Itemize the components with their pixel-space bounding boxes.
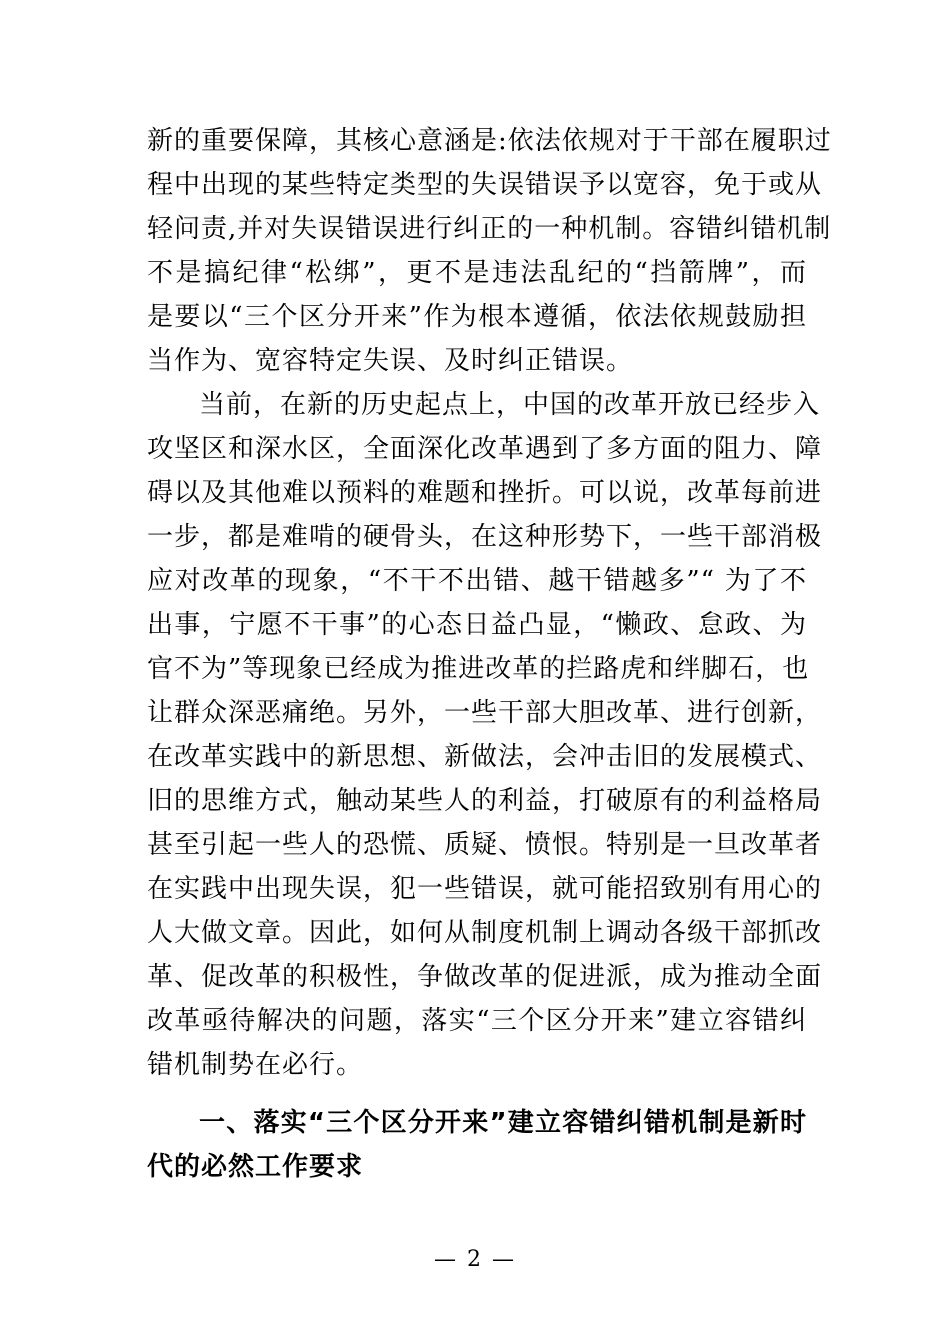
paragraph-line: 官不为”等现象已经成为推进改革的拦路虎和绊脚石，也 [147, 654, 810, 684]
paragraph-line: 在实践中出现失误，犯一些错误，就可能招致别有用心的 [147, 874, 823, 904]
paragraph-line: 让群众深恶痛绝。另外，一些干部大胆改革、进行创新， [147, 698, 823, 728]
section-heading: 代的必然工作要求 [147, 1152, 364, 1182]
paragraph-line: 不是搞纪律“松绑”，更不是违法乱纪的“挡箭牌”，而 [147, 258, 807, 288]
paragraph-line: 当作为、宽容特定失误、及时纠正错误。 [147, 346, 634, 376]
paragraph-line: 新的重要保障，其核心意涵是:依法依规对于干部在履职过 [147, 126, 832, 156]
paragraph-line: 甚至引起一些人的恐慌、质疑、愤恨。特别是一旦改革者 [147, 830, 823, 860]
paragraph-line: 革、促改革的积极性，争做改革的促进派，成为推动全面 [147, 962, 823, 992]
paragraph-line: 应对改革的现象，“不干不出错、越干错越多”“ 为了不 [147, 566, 807, 596]
page-number: — 2 — [434, 1247, 516, 1272]
paragraph-line: 程中出现的某些特定类型的失误错误予以宽容，免于或从 [147, 170, 823, 200]
paragraph-line: 碍以及其他难以预料的难题和挫折。可以说，改革每前进 [147, 478, 823, 508]
paragraph-line: 错机制势在必行。 [147, 1050, 364, 1080]
paragraph-line: 是要以“三个区分开来”作为根本遵循，依法依规鼓励担 [147, 302, 807, 332]
paragraph-line: 攻坚区和深水区，全面深化改革遇到了多方面的阻力、障 [147, 434, 823, 464]
paragraph-line: 当前，在新的历史起点上，中国的改革开放已经步入 [199, 390, 821, 420]
paragraph-line: 旧的思维方式，触动某些人的利益，打破原有的利益格局 [147, 786, 823, 816]
paragraph-line: 改革亟待解决的问题，落实“三个区分开来”建立容错纠 [147, 1006, 807, 1036]
paragraph-line: 在改革实践中的新思想、新做法，会冲击旧的发展模式、 [147, 742, 823, 772]
paragraph-line: 一步，都是难啃的硬骨头，在这种形势下，一些干部消极 [147, 522, 823, 552]
paragraph-line: 轻问责,并对失误错误进行纠正的一种机制。容错纠错机制 [147, 214, 832, 244]
section-heading: 一、落实“三个区分开来”建立容错纠错机制是新时 [199, 1108, 807, 1138]
paragraph-line: 人大做文章。因此，如何从制度机制上调动各级干部抓改 [147, 918, 823, 948]
paragraph-line: 出事，宁愿不干事”的心态日益凸显，“懒政、怠政、为 [147, 610, 807, 640]
